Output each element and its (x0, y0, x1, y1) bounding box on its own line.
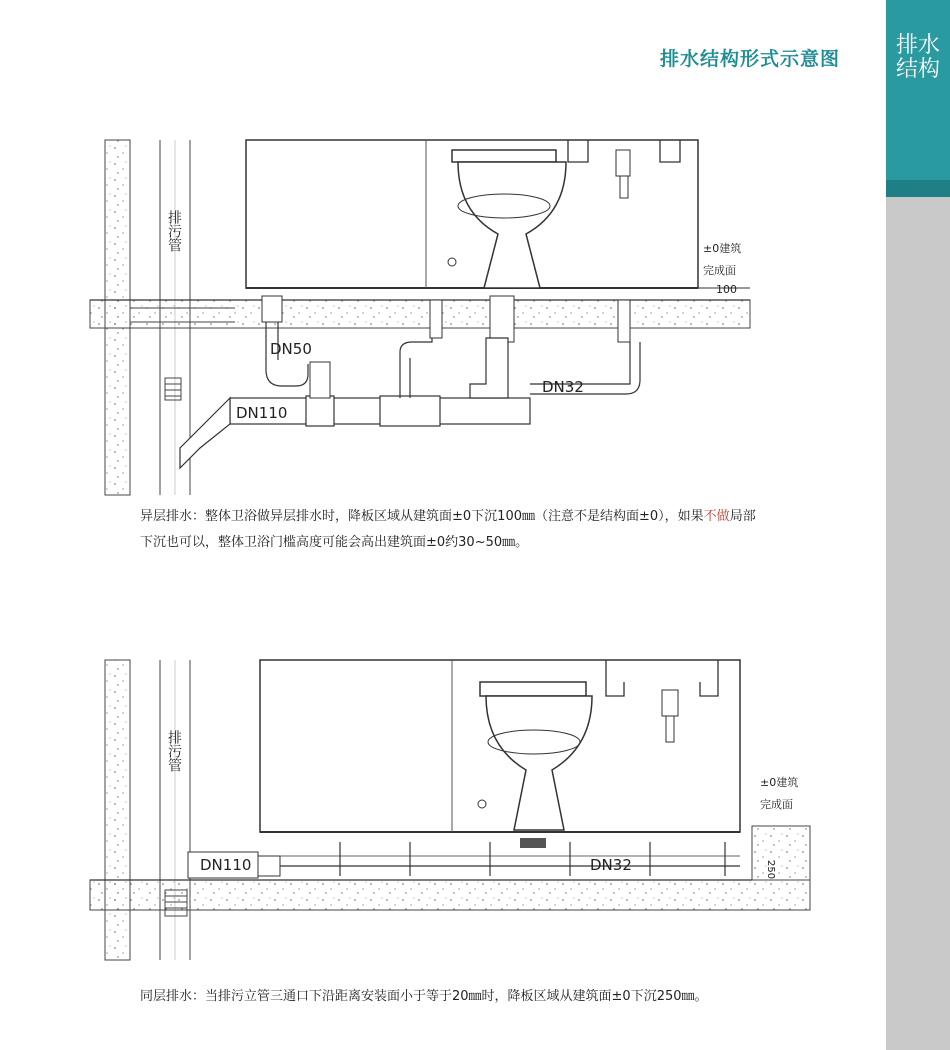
label-dn32: DN32 (542, 378, 584, 396)
caption-same-floor: 同层排水：当排污立管三通口下沿距离安装面小于等于20㎜时，降板区域从建筑面±0下沉250㎜。 (140, 989, 708, 1004)
label-dn50: DN50 (270, 340, 312, 358)
side-strip (886, 197, 950, 1050)
page-title: 排水结构形式示意图 (659, 48, 840, 70)
floor-label-line2: 完成面 (703, 264, 736, 277)
caption1-body: 整体卫浴做异层排水时，降板区域从建筑面±0下沉100㎜（注意不是结构面±0），如果 (205, 509, 704, 524)
label-dn110: DN110 (236, 404, 288, 422)
side-tab-label: 排水结构 (895, 33, 940, 82)
caption1-lead: 异层排水： (140, 509, 206, 524)
label-dn110-2: DN110 (200, 856, 252, 874)
toilet-tank-2 (480, 682, 586, 696)
dim-label-2: 250 (765, 860, 776, 880)
floor-label-line1-2: ±0建筑 (760, 776, 799, 789)
dim-label: 100 (716, 283, 737, 296)
floor-label-line2-2: 完成面 (760, 798, 793, 811)
drain-pipe-label-2: 排污管 (166, 730, 182, 772)
drain-pipe-label: 排污管 (166, 210, 182, 252)
side-tab[interactable] (886, 0, 950, 180)
floor-label-line1: ±0建筑 (703, 242, 742, 255)
toilet-bowl-2 (486, 696, 592, 830)
caption1-tail: 局部下沉也可以，整体卫浴门槛高度可能会高出建筑面±0约30~50㎜。 (140, 509, 756, 550)
floor-slab-2 (90, 880, 810, 910)
left-wall-2 (105, 660, 130, 960)
caption1-highlight: 不做 (703, 509, 730, 524)
label-dn32-2: DN32 (590, 856, 632, 874)
side-band (886, 180, 950, 197)
